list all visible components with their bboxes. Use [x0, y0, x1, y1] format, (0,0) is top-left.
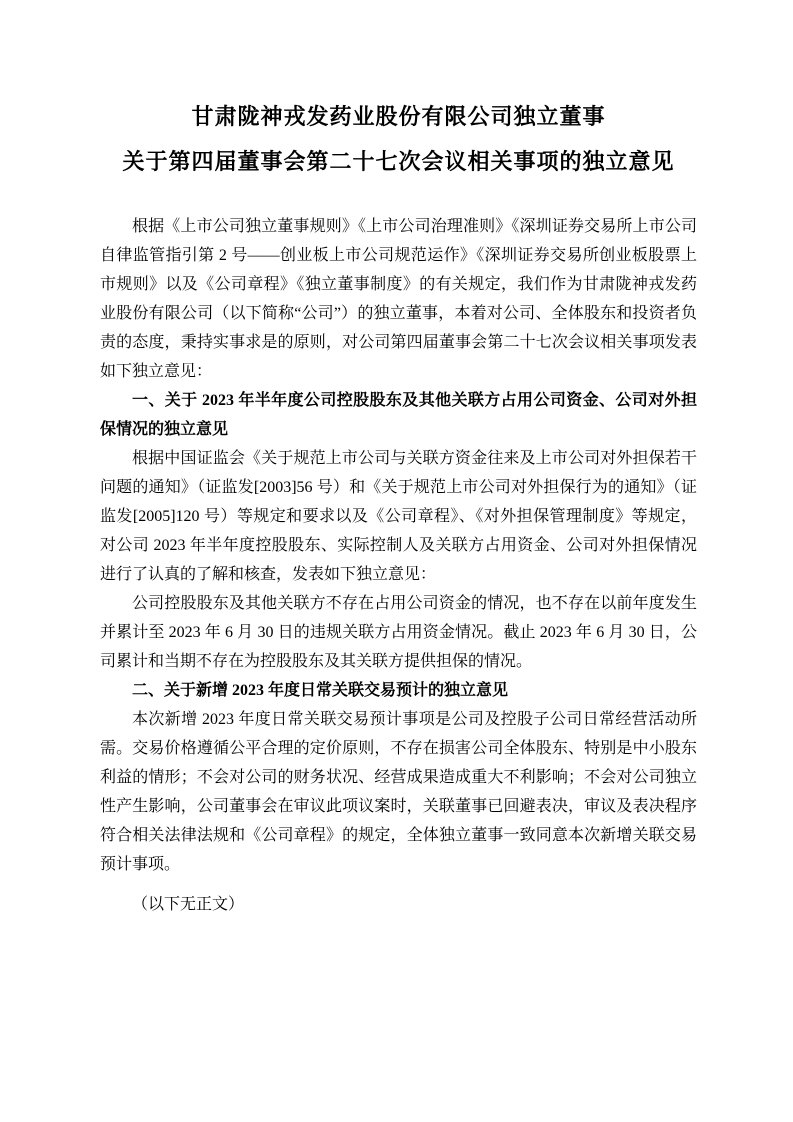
section-heading-2: 二、关于新增 2023 年度日常关联交易预计的独立意见	[132, 682, 509, 699]
document-body	[100, 212, 697, 919]
paragraph-section1-opinion: 公司控股股东及其他关联方不存在占用公司资金的情况，也不存在以前年度发生并累计至 2023 年 6 月 30 日的违规关联方占用资金情况。截止 2023 年 6 月 30 日，公司累计和当期不存在为控股股东及其关联方提供担保的情况。	[100, 595, 697, 670]
paragraph-section1-basis: 根据中国证监会《关于规范上市公司与关联方资金往来及上市公司对外担保若干问题的通知》（证监发[2003]56 号）和《关于规范上市公司对外担保行为的通知》（证监发[2005]120 号）等规定和要求以及《公司章程》、《对外担保管理制度》等规定，对公司 2023 年半年度控股股东、实际控制人及关联方占用资金、公司对外担保情况进行了认真的了解和核查，发表如下独立意见：	[100, 450, 697, 583]
document-title-line-2: 关于第四届董事会第二十七次会议相关事项的独立意见	[122, 149, 675, 174]
paragraph-section2-opinion: 本次新增 2023 年度日常关联交易预计事项是公司及控股子公司日常经营活动所需。交易价格遵循公平合理的定价原则，不存在损害公司全体股东、特别是中小股东利益的情形；不会对公司的财务状况、经营成果造成重大不利影响；不会对公司独立性产生影响，公司董事会在审议此项议案时，关联董事已回避表决，审议及表决程序符合相关法律法规和《公司章程》的规定，全体独立董事一致同意本次新增关联交易预计事项。	[100, 711, 697, 873]
document-title-line-1: 甘肃陇神戎发药业股份有限公司独立董事	[191, 104, 606, 129]
section-heading-1: 一、关于 2023 年半年度公司控股股东及其他关联方占用公司资金、公司对外担保情况的独立意见	[100, 392, 697, 438]
closing-note: （以下无正文）	[132, 896, 245, 913]
paragraph-basis-intro: 根据《上市公司独立董事规则》《上市公司治理准则》《深圳证券交易所上市公司自律监管指引第 2 号——创业板上市公司规范运作》《深圳证券交易所创业板股票上市规则》以及《公司章程》《独立董事制度》的有关规定，我们作为甘肃陇神戎发药业股份有限公司（以下简称“公司”）的独立董事，本着对公司、全体股东和投资者负责的态度，秉持实事求是的原则，对公司第四届董事会第二十七次会议相关事项发表如下独立意见：	[100, 218, 697, 380]
